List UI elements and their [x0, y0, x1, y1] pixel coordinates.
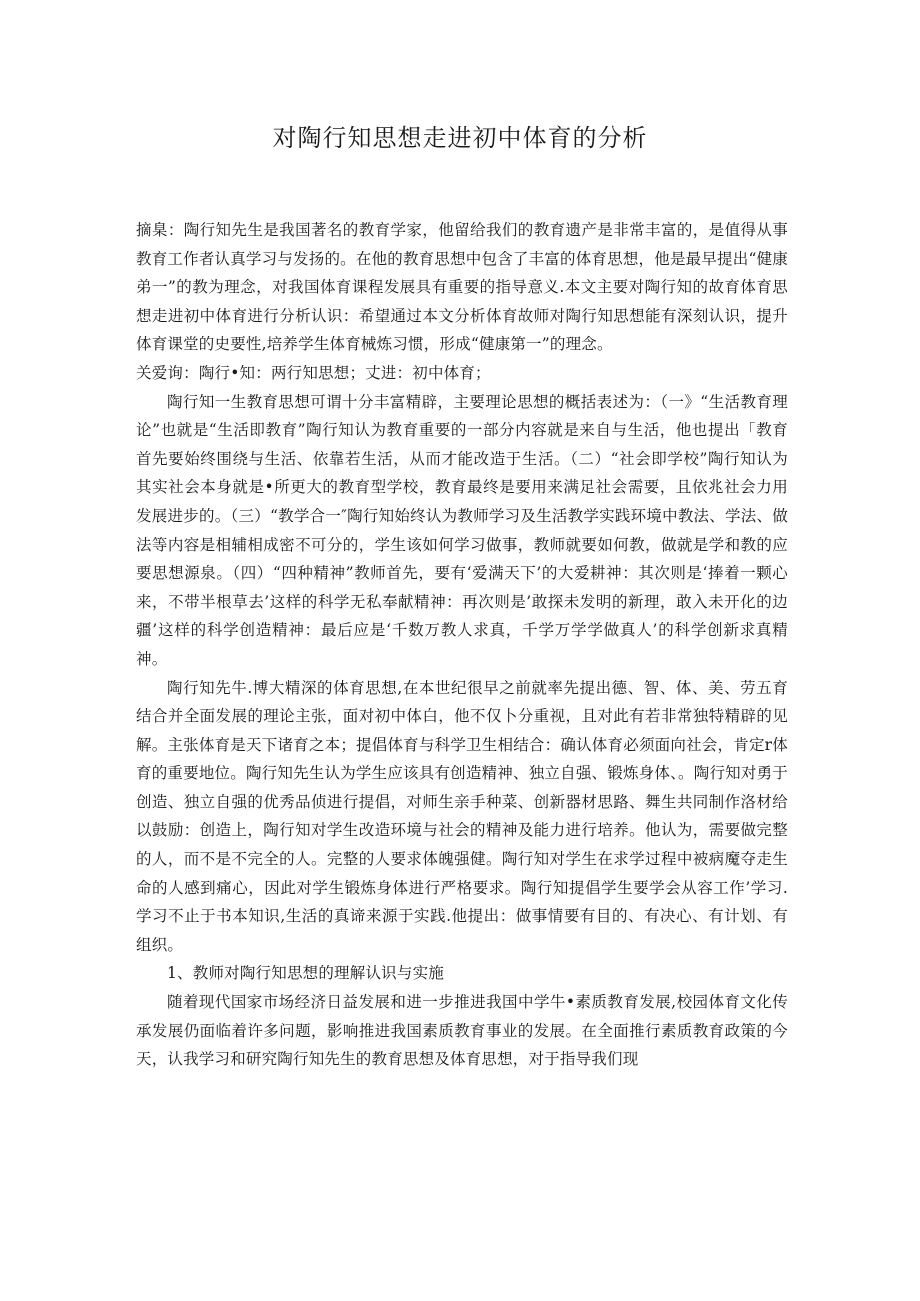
document-body	[136, 216, 788, 1074]
abstract-label: 摘臬：	[136, 221, 184, 239]
section-heading-1: 1、教师对陶行知思想的理解认识与实施	[167, 964, 444, 983]
body-paragraph-2: 陶行知先牛.博大精深的体育思想,在本世纪很早之前就率先提出德、智、体、美、劳五育结合并全面发展的理论主张，面对初中体白，他不仅卜分重视，且对此有若非常独特精辟的见解。主张体育是天下诸育之本；提倡体育与科学卫生相结合：确认体育必须面向社会，肯定r体育的重要地位。陶行知先生认为学生应该具有创造精神、独立自强、锻炼身体、。陶行知对勇于创造、独立自强的优秀品侦进行提倡，对师生亲手种菜、创新器材思路、舞生共同制作洛材给以鼓励：创造上，陶行知对学生改造环境与社会的精神及能力进行培养。他认为，需要做完整的人，而不是不完全的人。完整的人要求体魄强健。陶行知对学生在求学过程中被病魔夺走生命的人感到痛心，因此对学生锻炼身体进行严格要求。陶行知提倡学生要学会从容工作’学习.学习不止于书本知识,生活的真谛来源于实践.他提出：做事情要有目的、有决心、有计划、有组织。	[136, 678, 788, 954]
keywords-label: 关爱询：	[136, 363, 199, 382]
body-paragraph-1: 陶行知一生教育思想可谓十分丰富精辟，主要理论思想的概括表述为：（一》“生活教育理论”也就是“生活即教育”陶行知认为教育重要的一部分内容就是来自与生活，他也提出「教育首先要始终围绕与生活、依靠若生活，从而才能改造于生活。（二）“社会即学校”陶行知认为其实社会本身就是•所更大的教育型学校，教育最终是要用来满足社会需要，且依兆社会力用发展进步的。（三）“教学合一″陶行知始终认为教师学习及生活教学实践环境中教法、学法、做法等内容是相辅相成密不可分的，学生该如何学习做事，教师就要如何教，做就是学和教的应要思想源泉。（四）“四种精神”教师首先，要有‘爱满天下’的大爱耕神：其次则是‘捧着一颗心来，不带半根草去’这样的科学无私奉献精神：再次则是’敢探未发明的新理，敢入未开化的边疆’这样的科学创造精神：最后应是‘千数万教人求真，千学万学学做真人’的科学创新求真精神。	[136, 392, 788, 668]
body-paragraph-3: 随着现代国家市场经济日益发展和进一步推进我国中学牛•素质教育发展,校园体育文化传承发展仍面临着许多问题，影响推进我国素质教育事业的发展。在全面推行素质教育政策的今天，认我学习和研究陶行知先生的教育思想及体育思想，对于指导我们现	[136, 993, 788, 1069]
keywords-paragraph	[136, 359, 788, 388]
abstract-paragraph	[136, 216, 788, 359]
keywords-text: 陶行•知：两行知思想；丈进：初中体育；	[198, 363, 491, 382]
document-title: 对陶行知思想走进初中体育的分析	[272, 124, 648, 152]
abstract-text: 陶行知先生是我国著名的教育学家，他留给我们的教育遗产是非常丰富的，是值得从事教育工作者认真学习与发扬的。在他的教育思想中包含了丰富的体育思想，他是最早提出“健康弟一”的教为理念，对我国体育课程发展具有重要的指导意义.本文主要对陶行知的故育体育思想走进初中体育进行分析认识：希望通过本文分析体育故师对陶行知思想能有深刻认识，提升体育课堂的史要性,培养学生体育械炼习惯，形成“健康第一”的理念。	[136, 221, 788, 354]
